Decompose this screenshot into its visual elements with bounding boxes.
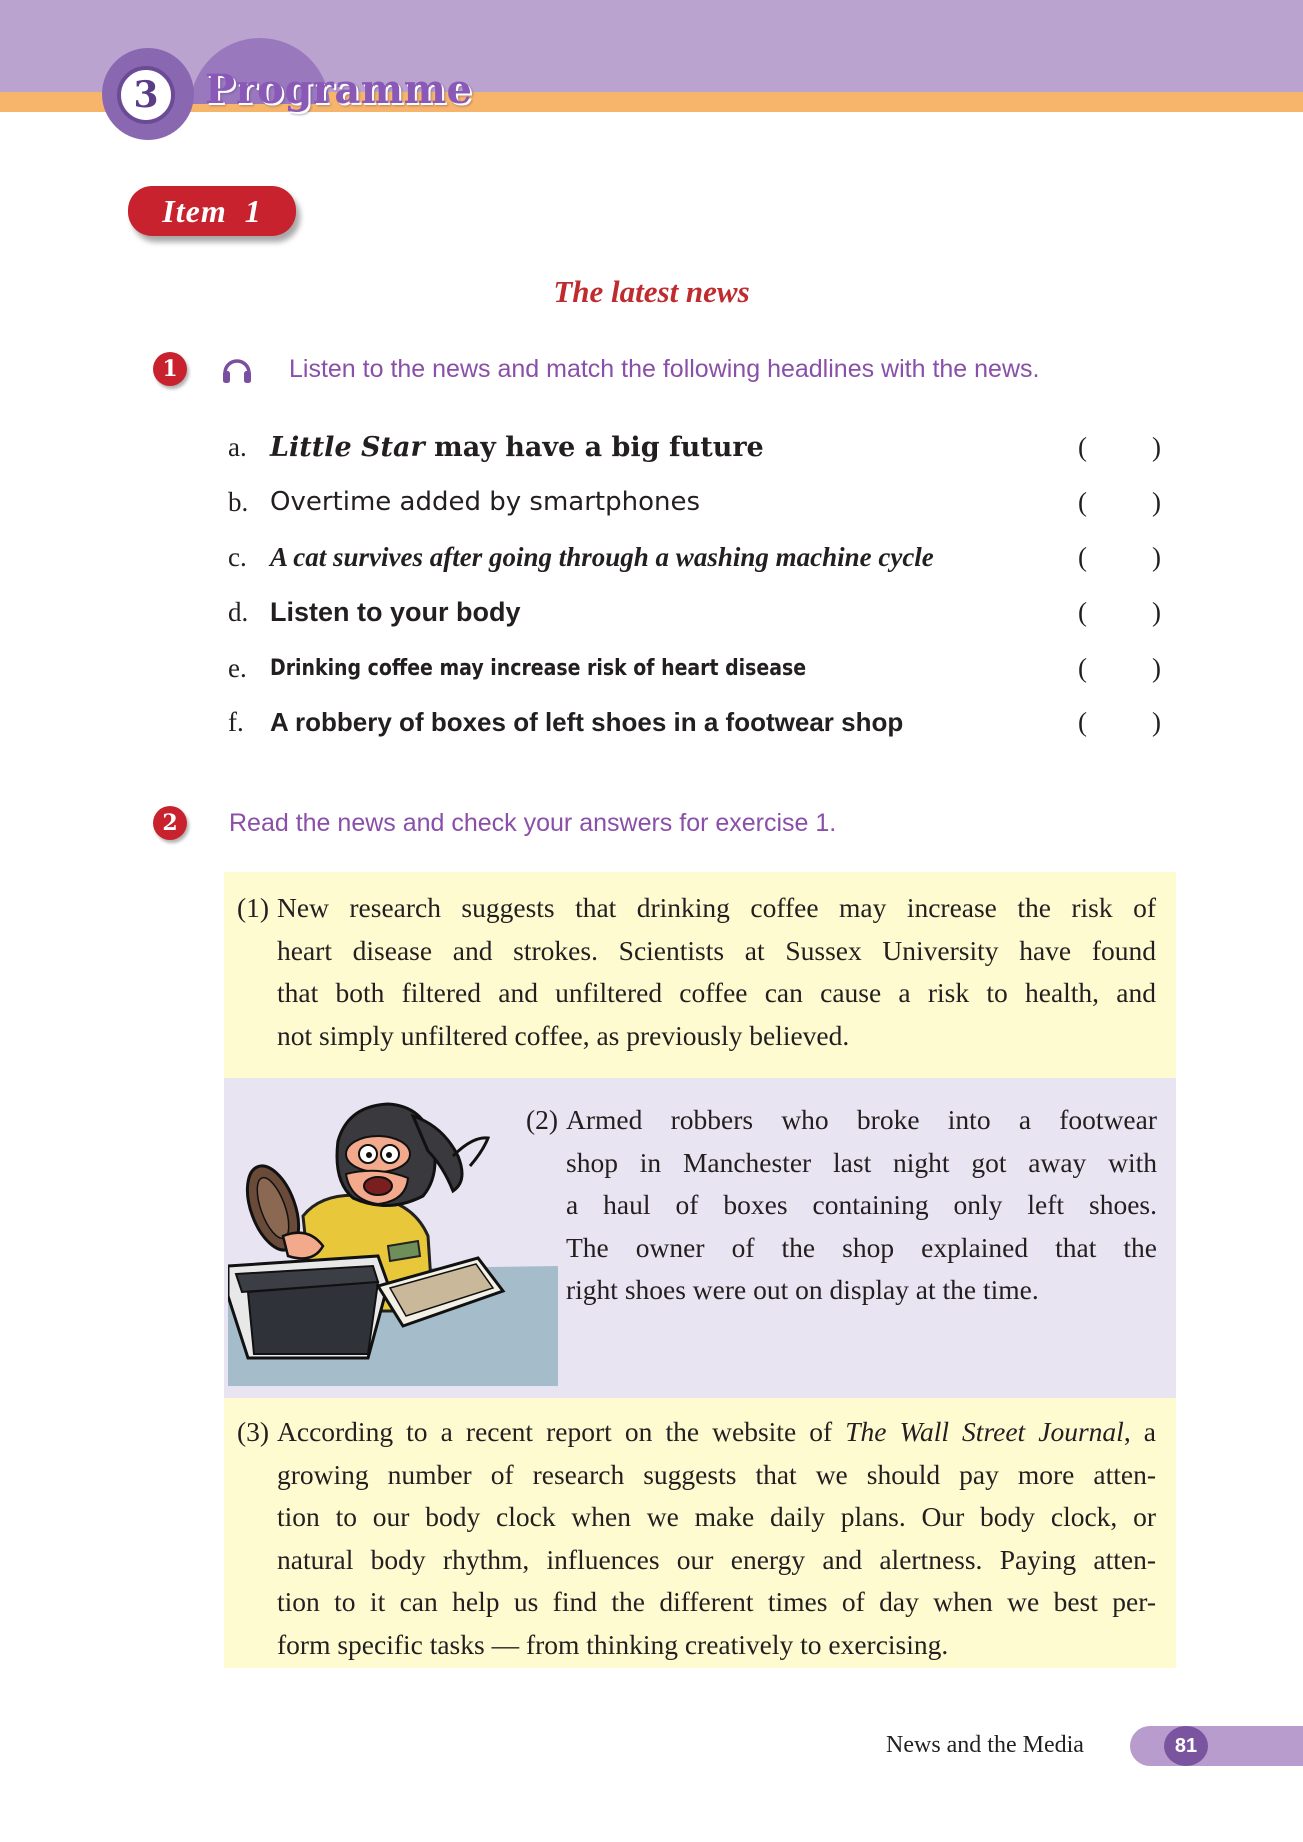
headline-f [228,707,1188,747]
headline-text: Drinking coffee may increase risk of heart disease [270,656,807,681]
news-3-line: growing number of research suggests that we should pay more atten- [277,1458,1156,1490]
robber-illustration [228,1096,558,1386]
answer-paren-close: ) [1152,432,1161,462]
headline-text: Listen to your body [270,597,521,627]
item-tab [128,186,296,236]
news-2-line: right shoes were out on display at the time. [566,1274,1039,1305]
news-3-paragraph [237,1411,1156,1666]
news-3-journal-name: The Wall Street Journal [845,1416,1124,1447]
news-3-line: form specific tasks — from thinking creatively to exercising. [277,1628,949,1660]
headline-b [228,487,1188,527]
news-3-number: (3) [237,1416,270,1447]
section-title: Programme [205,66,473,113]
headline-letter: e. [228,653,247,683]
headline-letter: a. [228,432,247,462]
news-2-line: Armed robbers who broke into a footwear [566,1104,1157,1135]
answer-paren-close: ) [1152,542,1161,572]
headline-text [270,432,764,463]
news-title: The latest news [553,274,750,309]
headline-c [228,542,1188,582]
section-number: 3 [117,66,175,124]
headline-text: Overtime added by smartphones [270,487,701,517]
headphones-icon [220,352,254,386]
footer-bar [1130,1726,1303,1766]
headline-letter: d. [228,597,249,627]
news-1-line: not simply unfiltered coffee, as previously believed. [277,1019,850,1051]
footer-unit-label: News and the Media [886,1732,1084,1758]
answer-paren-open: ( [1078,542,1087,572]
headline-e [228,653,1188,693]
item-tab-label: Item 1 [162,192,262,229]
answer-paren-open: ( [1078,653,1087,683]
news-1-line: heart disease and strokes. Scientists at Sussex University have found [277,934,1156,966]
headline-letter: b. [228,487,249,517]
news-3-line: tion to our body clock when we make daily plans. Our body clock, or [277,1501,1156,1532]
answer-paren-close: ) [1152,707,1161,737]
headline-d [228,597,1188,637]
exercise-2-badge: 2 [153,806,187,840]
news-1-line: New research suggests that drinking coffee may increase the risk of [277,892,1156,923]
news-2-number: (2) [526,1104,559,1135]
headline-text: A cat survives after going through a washing machine cycle [270,542,934,572]
answer-paren-open: ( [1078,597,1087,627]
news-3-line1-post: , a [1123,1416,1156,1447]
news-1-paragraph [237,887,1156,1057]
exercise-2-instruction: Read the news and check your answers for exercise 1. [229,809,837,837]
headline-letter: c. [228,542,247,572]
news-2-paragraph [526,1099,1157,1312]
headline-text-rest: may have a big future [424,432,764,463]
news-2-line: shop in Manchester last night got away with [566,1146,1157,1178]
answer-paren-open: ( [1078,432,1087,462]
headline-text-italic: Little Star [270,432,425,463]
answer-paren-close: ) [1152,487,1161,517]
answer-paren-open: ( [1078,707,1087,737]
news-3-line [277,1411,1156,1454]
headline-text: A robbery of boxes of left shoes in a footwear shop [270,707,904,737]
news-1-line: that both filtered and unfiltered coffee can cause a risk to health, and [277,977,1156,1008]
headline-letter: f. [228,707,244,737]
answer-paren-close: ) [1152,653,1161,683]
news-3-line1-pre: According to a recent report on the website of [277,1416,846,1447]
news-2-line: a haul of boxes containing only left shoes. [566,1189,1157,1220]
answer-paren-open: ( [1078,487,1087,517]
page-number: 81 [1164,1726,1208,1766]
exercise-1-badge: 1 [153,352,187,386]
news-3-line: tion to it can help us find the different times of day when we best per- [277,1586,1156,1617]
news-2-line: The owner of the shop explained that the [566,1231,1157,1263]
headline-a [228,432,1188,472]
news-1-number: (1) [237,892,270,923]
news-3-line: natural body rhythm, influences our energy and alertness. Paying atten- [277,1543,1156,1575]
exercise-1-instruction: Listen to the news and match the following headlines with the news. [289,355,1040,383]
answer-paren-close: ) [1152,597,1161,627]
